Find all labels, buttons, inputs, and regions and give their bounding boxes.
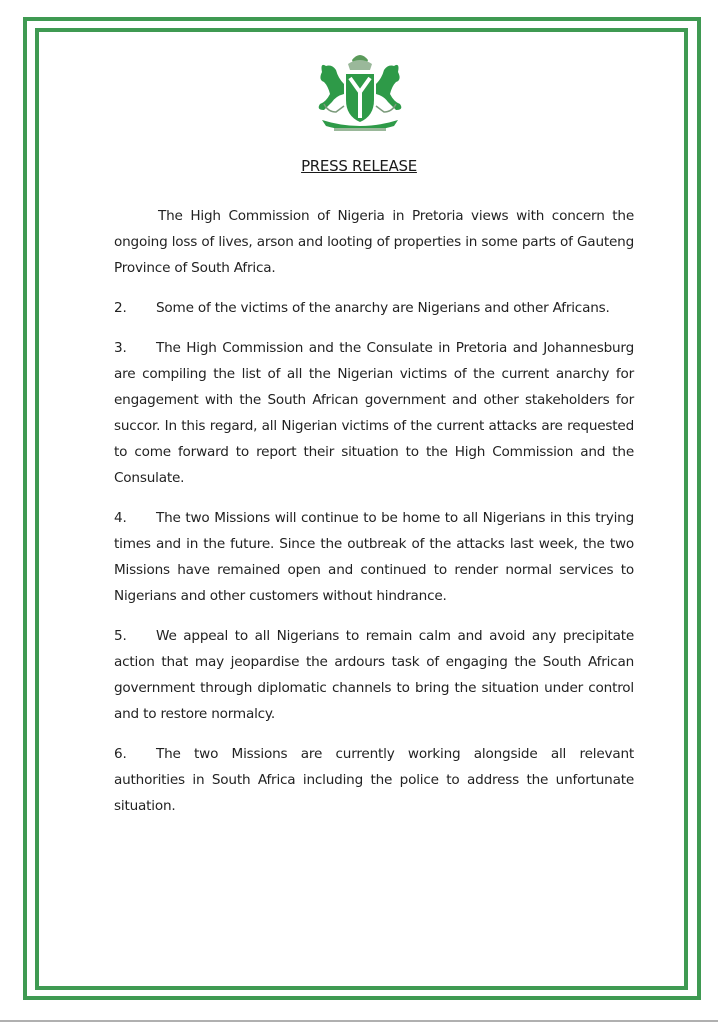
page-bottom-edge [0, 1020, 718, 1022]
paragraph-text: We appeal to all Nigerians to remain calm and avoid any precipitate action that may jeopardise the ardours task of engaging the South African government through diplomatic channels to bring the situation under control and to restore normalcy. [114, 628, 634, 722]
paragraph-text: Some of the victims of the anarchy are Nigerians and other Africans. [156, 300, 610, 316]
paragraph-5 [114, 623, 634, 727]
document-body [114, 203, 634, 833]
paragraph-text: The High Commission and the Consulate in Pretoria and Johannesburg are compiling the list of all the Nigerian victims of the current anarchy for engagement with the South African government and other stakeholders for succor. In this regard, all Nigerian victims of the current attacks are requested to come forward to report their situation to the High Commission and the Consulate. [114, 340, 634, 486]
paragraph-number: 2. [114, 300, 127, 316]
paragraph-3 [114, 335, 634, 491]
paragraph-6 [114, 741, 634, 819]
paragraph-number: 5. [114, 628, 127, 644]
paragraph-1 [114, 203, 634, 281]
paragraph-number: 3. [114, 340, 127, 356]
coat-of-arms-icon [308, 50, 412, 136]
paragraph-2 [114, 295, 634, 321]
paragraph-number: 4. [114, 510, 127, 526]
paragraph-text: The two Missions are currently working alongside all relevant authorities in South Africa including the police to address the unfortunate situation. [114, 746, 634, 814]
paragraph-4 [114, 505, 634, 609]
paragraph-text: The two Missions will continue to be home to all Nigerians in this trying times and in the future. Since the outbreak of the attacks last week, the two Missions have remained open and continued to render normal services to Nigerians and other customers without hindrance. [114, 510, 634, 604]
paragraph-text: The High Commission of Nigeria in Pretoria views with concern the ongoing loss of lives, arson and looting of properties in some parts of Gauteng Province of South Africa. [114, 208, 634, 276]
document-title: PRESS RELEASE [301, 157, 417, 175]
paragraph-number: 6. [114, 746, 127, 762]
